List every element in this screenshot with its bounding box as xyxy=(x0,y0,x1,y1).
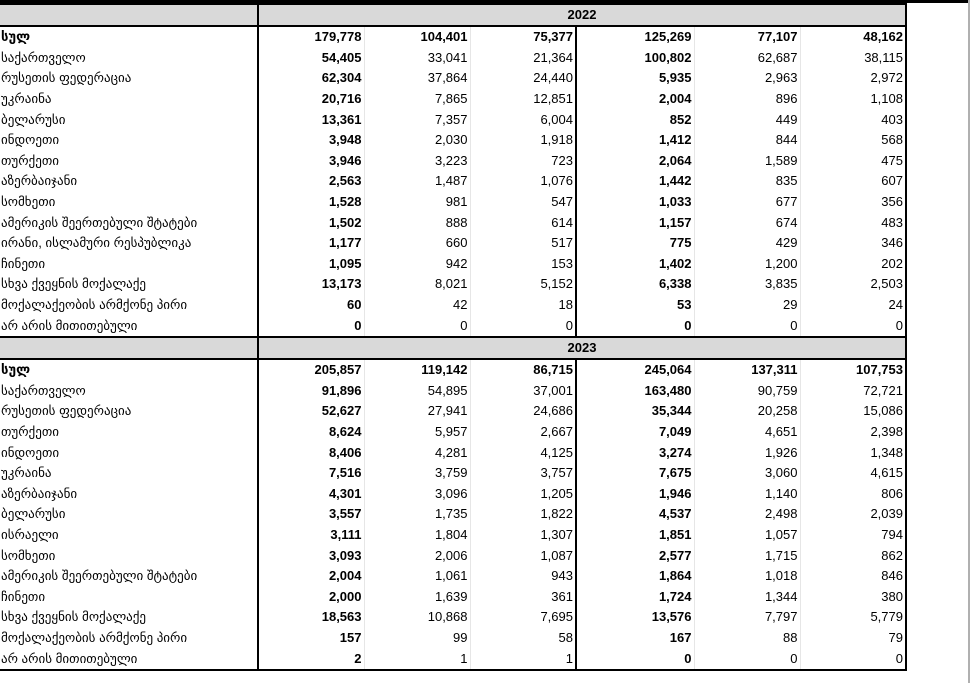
value-cell-col-6: 568 xyxy=(800,130,906,151)
table-body xyxy=(0,4,906,670)
value-cell-col-3: 1,087 xyxy=(470,545,576,566)
value-cell-col-2: 888 xyxy=(364,212,470,233)
value-cell-col-5: 7,797 xyxy=(694,607,800,628)
value-cell-col-1: 2 xyxy=(258,648,364,670)
value-cell-col-3: 1,205 xyxy=(470,483,576,504)
table-row xyxy=(0,274,906,295)
value-cell-col-4: 1,402 xyxy=(576,254,694,275)
table-row xyxy=(0,233,906,254)
value-cell-col-6: 475 xyxy=(800,151,906,172)
row-label: ამერიკის შეერთებული შტატები xyxy=(0,212,258,233)
value-cell-col-3: 5,152 xyxy=(470,274,576,295)
value-cell-col-3: 21,364 xyxy=(470,48,576,69)
value-cell-col-1: 3,557 xyxy=(258,504,364,525)
year-header-blank-cell xyxy=(0,4,258,26)
value-cell-col-4: 1,724 xyxy=(576,586,694,607)
value-cell-col-1: 3,111 xyxy=(258,525,364,546)
value-cell-col-3: 943 xyxy=(470,566,576,587)
row-label: ამერიკის შეერთებული შტატები xyxy=(0,566,258,587)
table-row xyxy=(0,463,906,484)
value-cell-col-6: 0 xyxy=(800,648,906,670)
value-cell-col-4: 852 xyxy=(576,109,694,130)
value-cell-col-4: 775 xyxy=(576,233,694,254)
value-cell-col-5: 844 xyxy=(694,130,800,151)
year-header-row-2022 xyxy=(0,4,906,26)
value-cell-col-5: 674 xyxy=(694,212,800,233)
value-cell-col-6: 4,615 xyxy=(800,463,906,484)
value-cell-col-6: 72,721 xyxy=(800,381,906,402)
value-cell-col-5: 1,344 xyxy=(694,586,800,607)
value-cell-col-1: 52,627 xyxy=(258,401,364,422)
value-cell-col-2: 10,868 xyxy=(364,607,470,628)
value-cell-col-6: 0 xyxy=(800,315,906,337)
value-cell-col-6: 403 xyxy=(800,109,906,130)
value-cell-col-3: 723 xyxy=(470,151,576,172)
value-cell-col-6: 862 xyxy=(800,545,906,566)
value-cell-col-4: 1,442 xyxy=(576,171,694,192)
value-cell-col-2: 1,639 xyxy=(364,586,470,607)
total-row xyxy=(0,26,906,48)
value-cell-col-3: 614 xyxy=(470,212,576,233)
value-cell-col-2: 119,142 xyxy=(364,359,470,381)
value-cell-col-4: 100,802 xyxy=(576,48,694,69)
value-cell-col-1: 18,563 xyxy=(258,607,364,628)
table-row xyxy=(0,315,906,337)
value-cell-col-2: 104,401 xyxy=(364,26,470,48)
row-label: უკრაინა xyxy=(0,463,258,484)
value-cell-col-1: 2,004 xyxy=(258,566,364,587)
value-cell-col-6: 2,972 xyxy=(800,68,906,89)
value-cell-col-1: 179,778 xyxy=(258,26,364,48)
value-cell-col-6: 48,162 xyxy=(800,26,906,48)
value-cell-col-6: 1,108 xyxy=(800,89,906,110)
value-cell-col-6: 356 xyxy=(800,192,906,213)
value-cell-col-2: 54,895 xyxy=(364,381,470,402)
value-cell-col-4: 13,576 xyxy=(576,607,694,628)
row-label: სულ xyxy=(0,26,258,48)
value-cell-col-5: 88 xyxy=(694,628,800,649)
value-cell-col-4: 1,157 xyxy=(576,212,694,233)
value-cell-col-3: 37,001 xyxy=(470,381,576,402)
value-cell-col-6: 2,398 xyxy=(800,422,906,443)
value-cell-col-1: 60 xyxy=(258,295,364,316)
value-cell-col-2: 660 xyxy=(364,233,470,254)
value-cell-col-5: 0 xyxy=(694,315,800,337)
value-cell-col-4: 7,049 xyxy=(576,422,694,443)
value-cell-col-2: 981 xyxy=(364,192,470,213)
value-cell-col-3: 24,440 xyxy=(470,68,576,89)
value-cell-col-2: 1 xyxy=(364,648,470,670)
value-cell-col-1: 1,528 xyxy=(258,192,364,213)
value-cell-col-5: 90,759 xyxy=(694,381,800,402)
value-cell-col-2: 1,061 xyxy=(364,566,470,587)
row-label: ბელარუსი xyxy=(0,109,258,130)
value-cell-col-3: 4,125 xyxy=(470,442,576,463)
year-header-blank-cell xyxy=(0,337,258,359)
value-cell-col-3: 517 xyxy=(470,233,576,254)
value-cell-col-3: 3,757 xyxy=(470,463,576,484)
value-cell-col-5: 449 xyxy=(694,109,800,130)
table-row xyxy=(0,254,906,275)
value-cell-col-4: 6,338 xyxy=(576,274,694,295)
value-cell-col-1: 3,093 xyxy=(258,545,364,566)
value-cell-col-2: 7,865 xyxy=(364,89,470,110)
value-cell-col-2: 99 xyxy=(364,628,470,649)
value-cell-col-2: 7,357 xyxy=(364,109,470,130)
table-row xyxy=(0,525,906,546)
value-cell-col-6: 38,115 xyxy=(800,48,906,69)
value-cell-col-5: 0 xyxy=(694,648,800,670)
table-row xyxy=(0,130,906,151)
value-cell-col-4: 125,269 xyxy=(576,26,694,48)
table-row xyxy=(0,586,906,607)
value-cell-col-3: 2,667 xyxy=(470,422,576,443)
value-cell-col-5: 677 xyxy=(694,192,800,213)
value-cell-col-5: 3,060 xyxy=(694,463,800,484)
row-label: თურქეთი xyxy=(0,151,258,172)
value-cell-col-3: 6,004 xyxy=(470,109,576,130)
value-cell-col-1: 13,361 xyxy=(258,109,364,130)
value-cell-col-1: 8,406 xyxy=(258,442,364,463)
value-cell-col-4: 35,344 xyxy=(576,401,694,422)
row-label: აზერბაიჯანი xyxy=(0,171,258,192)
value-cell-col-5: 3,835 xyxy=(694,274,800,295)
table-row xyxy=(0,48,906,69)
value-cell-col-1: 157 xyxy=(258,628,364,649)
value-cell-col-2: 0 xyxy=(364,315,470,337)
value-cell-col-1: 1,095 xyxy=(258,254,364,275)
value-cell-col-3: 86,715 xyxy=(470,359,576,381)
row-label: ბელარუსი xyxy=(0,504,258,525)
table-row xyxy=(0,89,906,110)
table-row xyxy=(0,628,906,649)
value-cell-col-5: 4,651 xyxy=(694,422,800,443)
value-cell-col-1: 8,624 xyxy=(258,422,364,443)
value-cell-col-5: 1,200 xyxy=(694,254,800,275)
value-cell-col-1: 13,173 xyxy=(258,274,364,295)
value-cell-col-4: 245,064 xyxy=(576,359,694,381)
value-cell-col-5: 2,963 xyxy=(694,68,800,89)
table-row xyxy=(0,212,906,233)
value-cell-col-3: 1 xyxy=(470,648,576,670)
value-cell-col-2: 1,735 xyxy=(364,504,470,525)
value-cell-col-5: 1,140 xyxy=(694,483,800,504)
value-cell-col-2: 1,487 xyxy=(364,171,470,192)
row-label: საქართველო xyxy=(0,381,258,402)
value-cell-col-4: 163,480 xyxy=(576,381,694,402)
value-cell-col-2: 2,030 xyxy=(364,130,470,151)
value-cell-col-4: 167 xyxy=(576,628,694,649)
value-cell-col-4: 2,577 xyxy=(576,545,694,566)
value-cell-col-5: 429 xyxy=(694,233,800,254)
row-label: სომხეთი xyxy=(0,192,258,213)
value-cell-col-2: 2,006 xyxy=(364,545,470,566)
row-label: აზერბაიჯანი xyxy=(0,483,258,504)
value-cell-col-6: 380 xyxy=(800,586,906,607)
value-cell-col-1: 1,177 xyxy=(258,233,364,254)
value-cell-col-6: 79 xyxy=(800,628,906,649)
value-cell-col-6: 607 xyxy=(800,171,906,192)
value-cell-col-5: 1,926 xyxy=(694,442,800,463)
value-cell-col-1: 3,946 xyxy=(258,151,364,172)
value-cell-col-2: 4,281 xyxy=(364,442,470,463)
row-label: მოქალაქეობის არმქონე პირი xyxy=(0,628,258,649)
table-row xyxy=(0,68,906,89)
row-label: სხვა ქვეყნის მოქალაქე xyxy=(0,274,258,295)
value-cell-col-4: 4,537 xyxy=(576,504,694,525)
value-cell-col-1: 0 xyxy=(258,315,364,337)
row-label: ჩინეთი xyxy=(0,254,258,275)
value-cell-col-6: 2,503 xyxy=(800,274,906,295)
row-label: სომხეთი xyxy=(0,545,258,566)
value-cell-col-1: 20,716 xyxy=(258,89,364,110)
value-cell-col-5: 896 xyxy=(694,89,800,110)
table-row xyxy=(0,566,906,587)
value-cell-col-1: 2,563 xyxy=(258,171,364,192)
table-row xyxy=(0,109,906,130)
value-cell-col-3: 1,076 xyxy=(470,171,576,192)
window-edge-divider xyxy=(968,0,970,683)
value-cell-col-5: 77,107 xyxy=(694,26,800,48)
value-cell-col-1: 1,502 xyxy=(258,212,364,233)
value-cell-col-2: 5,957 xyxy=(364,422,470,443)
value-cell-col-6: 794 xyxy=(800,525,906,546)
row-label: ჩინეთი xyxy=(0,586,258,607)
value-cell-col-3: 58 xyxy=(470,628,576,649)
value-cell-col-2: 3,759 xyxy=(364,463,470,484)
value-cell-col-3: 0 xyxy=(470,315,576,337)
value-cell-col-4: 53 xyxy=(576,295,694,316)
value-cell-col-3: 1,822 xyxy=(470,504,576,525)
value-cell-col-3: 75,377 xyxy=(470,26,576,48)
row-label: რუსეთის ფედერაცია xyxy=(0,401,258,422)
value-cell-col-6: 846 xyxy=(800,566,906,587)
value-cell-col-6: 1,348 xyxy=(800,442,906,463)
value-cell-col-1: 2,000 xyxy=(258,586,364,607)
value-cell-col-2: 8,021 xyxy=(364,274,470,295)
value-cell-col-6: 107,753 xyxy=(800,359,906,381)
value-cell-col-6: 346 xyxy=(800,233,906,254)
row-label: ინდოეთი xyxy=(0,130,258,151)
value-cell-col-1: 91,896 xyxy=(258,381,364,402)
value-cell-col-3: 361 xyxy=(470,586,576,607)
value-cell-col-2: 37,864 xyxy=(364,68,470,89)
table-row xyxy=(0,648,906,670)
table-row xyxy=(0,171,906,192)
value-cell-col-5: 1,715 xyxy=(694,545,800,566)
table-row xyxy=(0,192,906,213)
value-cell-col-1: 205,857 xyxy=(258,359,364,381)
row-label: უკრაინა xyxy=(0,89,258,110)
value-cell-col-3: 18 xyxy=(470,295,576,316)
value-cell-col-5: 1,057 xyxy=(694,525,800,546)
row-label: საქართველო xyxy=(0,48,258,69)
row-label: ისრაელი xyxy=(0,525,258,546)
table-row xyxy=(0,381,906,402)
value-cell-col-4: 1,033 xyxy=(576,192,694,213)
value-cell-col-4: 1,864 xyxy=(576,566,694,587)
value-cell-col-2: 1,804 xyxy=(364,525,470,546)
table-row xyxy=(0,545,906,566)
value-cell-col-2: 33,041 xyxy=(364,48,470,69)
value-cell-col-6: 202 xyxy=(800,254,906,275)
value-cell-col-4: 3,274 xyxy=(576,442,694,463)
value-cell-col-2: 27,941 xyxy=(364,401,470,422)
value-cell-col-3: 24,686 xyxy=(470,401,576,422)
year-header-row-2023 xyxy=(0,337,906,359)
value-cell-col-3: 12,851 xyxy=(470,89,576,110)
value-cell-col-6: 2,039 xyxy=(800,504,906,525)
row-label: თურქეთი xyxy=(0,422,258,443)
value-cell-col-4: 1,851 xyxy=(576,525,694,546)
value-cell-col-5: 835 xyxy=(694,171,800,192)
value-cell-col-5: 1,589 xyxy=(694,151,800,172)
table-row xyxy=(0,151,906,172)
row-label: სხვა ქვეყნის მოქალაქე xyxy=(0,607,258,628)
table-row xyxy=(0,504,906,525)
value-cell-col-2: 942 xyxy=(364,254,470,275)
value-cell-col-4: 1,412 xyxy=(576,130,694,151)
row-label: არ არის მითითებული xyxy=(0,648,258,670)
value-cell-col-1: 4,301 xyxy=(258,483,364,504)
year-label: 2022 xyxy=(258,4,906,26)
row-label: მოქალაქეობის არმქონე პირი xyxy=(0,295,258,316)
value-cell-col-1: 54,405 xyxy=(258,48,364,69)
value-cell-col-1: 3,948 xyxy=(258,130,364,151)
value-cell-col-5: 1,018 xyxy=(694,566,800,587)
value-cell-col-4: 2,004 xyxy=(576,89,694,110)
value-cell-col-2: 42 xyxy=(364,295,470,316)
row-label: ირანი, ისლამური რესპუბლიკა xyxy=(0,233,258,254)
table-row xyxy=(0,483,906,504)
value-cell-col-4: 0 xyxy=(576,315,694,337)
row-label: რუსეთის ფედერაცია xyxy=(0,68,258,89)
value-cell-col-1: 7,516 xyxy=(258,463,364,484)
value-cell-col-4: 7,675 xyxy=(576,463,694,484)
citizenship-statistics-table xyxy=(0,3,907,671)
year-label: 2023 xyxy=(258,337,906,359)
value-cell-col-4: 1,946 xyxy=(576,483,694,504)
row-label: სულ xyxy=(0,359,258,381)
value-cell-col-6: 806 xyxy=(800,483,906,504)
row-label: ინდოეთი xyxy=(0,442,258,463)
value-cell-col-2: 3,096 xyxy=(364,483,470,504)
value-cell-col-3: 153 xyxy=(470,254,576,275)
value-cell-col-5: 29 xyxy=(694,295,800,316)
value-cell-col-5: 20,258 xyxy=(694,401,800,422)
value-cell-col-3: 547 xyxy=(470,192,576,213)
table-row xyxy=(0,295,906,316)
value-cell-col-3: 1,918 xyxy=(470,130,576,151)
value-cell-col-4: 0 xyxy=(576,648,694,670)
value-cell-col-1: 62,304 xyxy=(258,68,364,89)
value-cell-col-4: 2,064 xyxy=(576,151,694,172)
table-row xyxy=(0,401,906,422)
value-cell-col-5: 62,687 xyxy=(694,48,800,69)
value-cell-col-5: 2,498 xyxy=(694,504,800,525)
value-cell-col-5: 137,311 xyxy=(694,359,800,381)
row-label: არ არის მითითებული xyxy=(0,315,258,337)
value-cell-col-6: 24 xyxy=(800,295,906,316)
value-cell-col-6: 483 xyxy=(800,212,906,233)
value-cell-col-6: 5,779 xyxy=(800,607,906,628)
table-row xyxy=(0,607,906,628)
value-cell-col-4: 5,935 xyxy=(576,68,694,89)
value-cell-col-6: 15,086 xyxy=(800,401,906,422)
value-cell-col-2: 3,223 xyxy=(364,151,470,172)
value-cell-col-3: 7,695 xyxy=(470,607,576,628)
table-row xyxy=(0,442,906,463)
total-row xyxy=(0,359,906,381)
table-row xyxy=(0,422,906,443)
value-cell-col-3: 1,307 xyxy=(470,525,576,546)
